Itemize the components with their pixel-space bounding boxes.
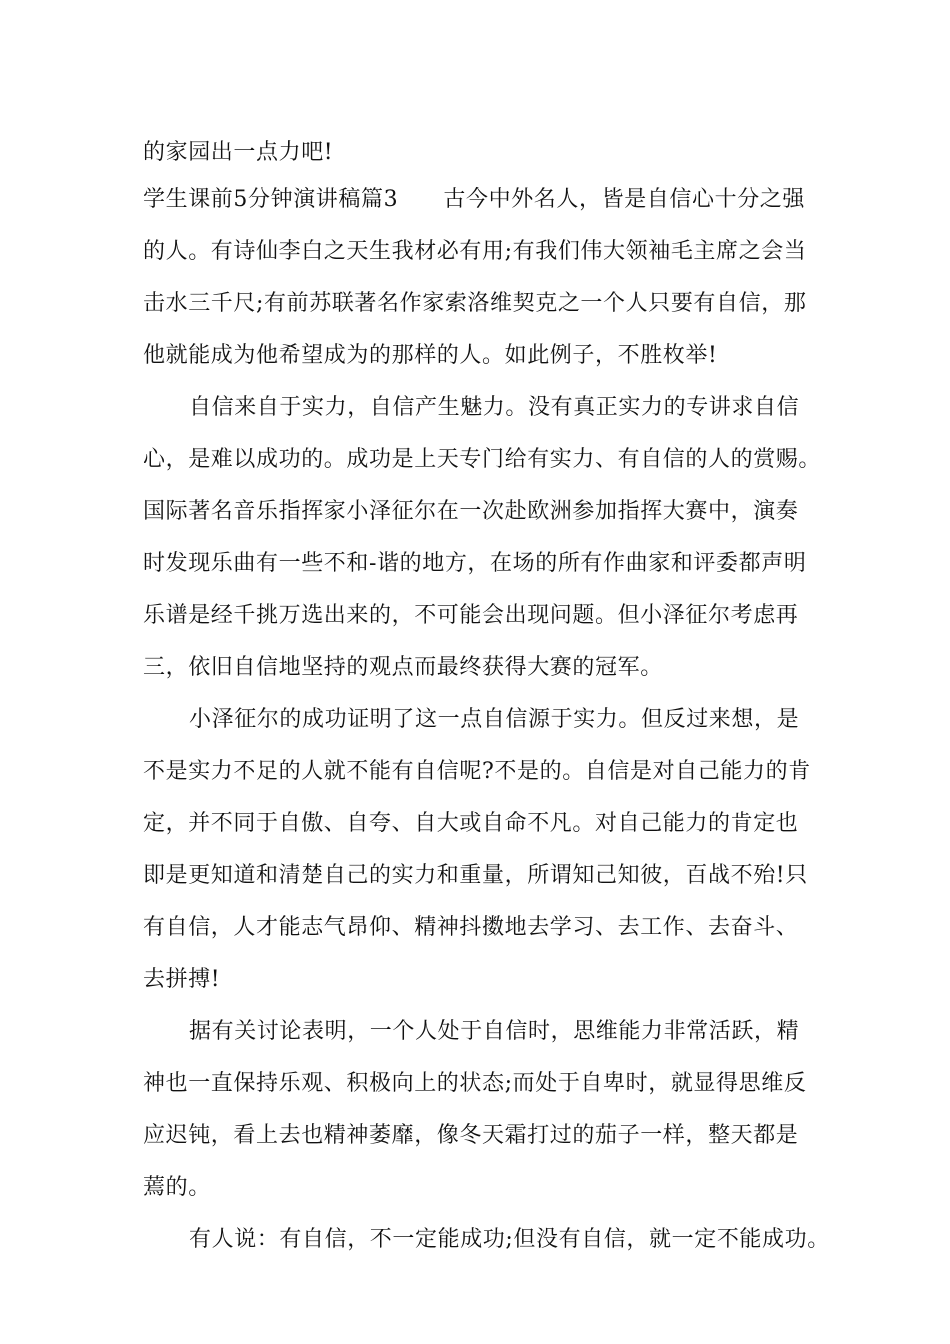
text-line: 国际著名音乐指挥家小泽征尔在一次赴欧洲参加指挥大赛中，演奏 xyxy=(143,499,799,524)
text-line: 学生课前5分钟演讲稿篇3 古今中外名人，皆是自信心十分之强 xyxy=(143,187,805,212)
text-line: 的家园出一点力吧! xyxy=(143,140,334,165)
paragraph-start-line: 小泽征尔的成功证明了这一点自信源于实力。但反过来想，是 xyxy=(189,707,800,732)
text-line: 心，是难以成功的。成功是上天专门给有实力、有自信的人的赏赐。 xyxy=(143,447,822,472)
text-line: 蔫的。 xyxy=(143,1175,211,1200)
text-line: 神也一直保持乐观、积极向上的状态;而处于自卑时，就显得思维反 xyxy=(143,1071,807,1096)
text-line: 即是更知道和清楚自己的实力和重量，所谓知己知彼，百战不殆!只 xyxy=(143,863,808,888)
text-line: 时发现乐曲有一些不和-谐的地方，在场的所有作曲家和评委都声明 xyxy=(143,551,807,576)
paragraph-start-line: 有人说：有自信，不一定能成功;但没有自信，就一定不能成功。 xyxy=(189,1227,830,1252)
text-line: 不是实力不足的人就不能有自信呢?不是的。自信是对自己能力的肯 xyxy=(143,759,811,784)
text-line: 击水三千尺;有前苏联著名作家索洛维契克之一个人只要有自信，那 xyxy=(143,291,807,316)
text-line: 去拼搏! xyxy=(143,967,221,992)
text-line: 三，依旧自信地坚持的观点而最终获得大赛的冠军。 xyxy=(143,655,663,680)
text-line: 他就能成为他希望成为的那样的人。如此例子，不胜枚举! xyxy=(143,343,718,368)
text-line: 定，并不同于自傲、自夸、自大或自命不凡。对自己能力的肯定也 xyxy=(143,811,799,836)
paragraph-start-line: 据有关讨论表明，一个人处于自信时，思维能力非常活跃，精 xyxy=(189,1019,800,1044)
text-line: 有自信，人才能志气昂仰、精神抖擞地去学习、去工作、去奋斗、 xyxy=(143,915,799,940)
text-line: 乐谱是经千挑万选出来的，不可能会出现问题。但小泽征尔考虑再 xyxy=(143,603,799,628)
text-line: 的人。有诗仙李白之天生我材必有用;有我们伟大领袖毛主席之会当 xyxy=(143,239,807,264)
text-line: 应迟钝，看上去也精神萎靡，像冬天霜打过的茄子一样，整天都是 xyxy=(143,1123,799,1148)
paragraph-start-line: 自信来自于实力，自信产生魅力。没有真正实力的专讲求自信 xyxy=(189,395,800,420)
